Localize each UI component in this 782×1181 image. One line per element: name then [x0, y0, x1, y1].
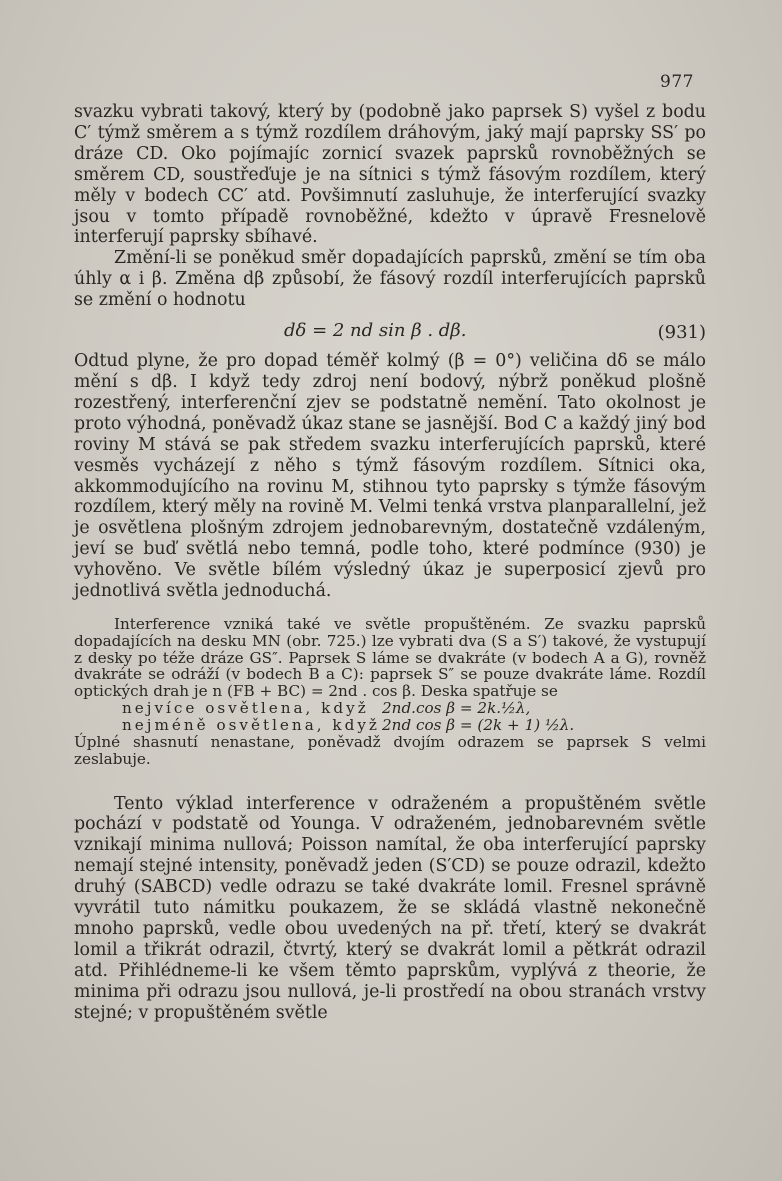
formula-max: [74, 700, 706, 717]
formula-min: [74, 717, 706, 734]
page-number: 977: [660, 72, 694, 92]
paragraph-3: Odtud plyne, že pro dopad téměř kolmý (β = 0°) veličina dδ se málo mění s dβ. I když tedy zdroj není bodový, nýbrž poněkud plošně rozestřený, interferenční zjev se podstatně nemění. Tato okolnost je proto výhodná, poněvadž úkaz stane se jasnější. Bod C a každý jiný bod roviny M stává se pak středem svazku interferujících paprsků, které vesměs vycházejí z něho s týmž fásovým rozdílem. Sítnici oka, akkommodujícího na rovinu M, stihnou tyto paprsky s týmže fásovým rozdílem, který měly na rovině M. Velmi tenká vrstva planparallelní, jež je osvětlena plošným zdrojem jednobarevným, dostatečně vzdáleným, jeví se buď světlá nebo temná, podle toho, které podmínce (930) je vyhověno. Ve světle bílém výsledný úkaz je superposicí zjevů pro jednotlivá světla jednoduchá.: [74, 351, 706, 602]
formula-max-value: 2nd.cos β = 2k.½λ,: [382, 698, 531, 717]
small-paragraph-1: Interference vzniká také ve světle propuštěném. Ze svazku paprsků dopadajících na desku MN (obr. 725.) lze vybrati dva (S a S′) takové, že vystupují z desky po téže dráze GS″. Paprsek S láme se dvakráte (v bodech A a G), rovněž dvakráte se odráží (v bodech B a C): paprsek S″ se pouze dvakráte láme. Rozdíl optických drah je n (FB + BC) = 2nd . cos β. Deska spatřuje se: [74, 614, 706, 701]
small-print-section: [74, 616, 706, 768]
paragraph-4: Tento výklad interference v odraženém a propuštěném světle pochází v podstatě od Younga. V odraženém, jednobarevném světle vznikají minima nullová; Poisson namítal, že oba interferující paprsky nemají stejné intensity, poněvadž jeden (S′CD) se pouze odrazil, kdežto druhý (SABCD) vedle odrazu se také dvakráte lomil. Fresnel správně vyvrátil tuto námitku poukazem, že se skládá vlastně nekonečně mnoho paprsků, vedle obou uvedených na př. třetí, který se dvakrát lomil a třikrát odrazil, čtvrtý, který se dvakrát lomil a pětkrát odrazil atd. Přihlédneme-li ke všem těmto paprskům, vyplývá z theorie, že minima při odrazu jsou nullová, je-li prostředí na obou stranách vrstvy stejné; v propuštěném světle: [74, 793, 706, 1023]
equation-931: [74, 321, 706, 345]
paragraph-2: Změní-li se poněkud směr dopadajících paprsků, změní se tím oba úhly α i β. Změna dβ způsobí, že fásový rozdíl interferujících paprsků se změní o hodnotu: [74, 248, 706, 311]
formula-max-label: nejvíce osvětlena, když: [122, 698, 369, 717]
main-text: [74, 102, 706, 1023]
formula-min-label: nejméně osvětlena, když: [122, 715, 380, 734]
equation-body: dδ = 2 nd sin β . dβ.: [284, 320, 467, 342]
small-paragraph-2: Úplné shasnutí nenastane, poněvadž dvojím odrazem se paprsek S velmi zeslabuje.: [74, 732, 706, 768]
equation-number: (931): [657, 322, 706, 344]
paragraph-1: svazku vybrati takový, který by (podobně jako paprsek S) vyšel z bodu C′ týmž směrem a s týmž rozdílem dráhovým, jaký mají paprsky SS′ po dráze CD. Oko pojímajíc zornicí svazek paprsků rovnoběžných se směrem CD, soustřeďuje je na sítnici s týmž fásovým rozdílem, který měly v bodech CC′ atd. Povšimnutí zasluhuje, že interferující svazky jsou v tomto případě rovnoběžné, kdežto v úpravě Fresnelově interferují paprsky sbíhavé.: [74, 102, 706, 248]
formula-min-value: 2nd cos β = (2k + 1) ½λ.: [382, 715, 575, 734]
